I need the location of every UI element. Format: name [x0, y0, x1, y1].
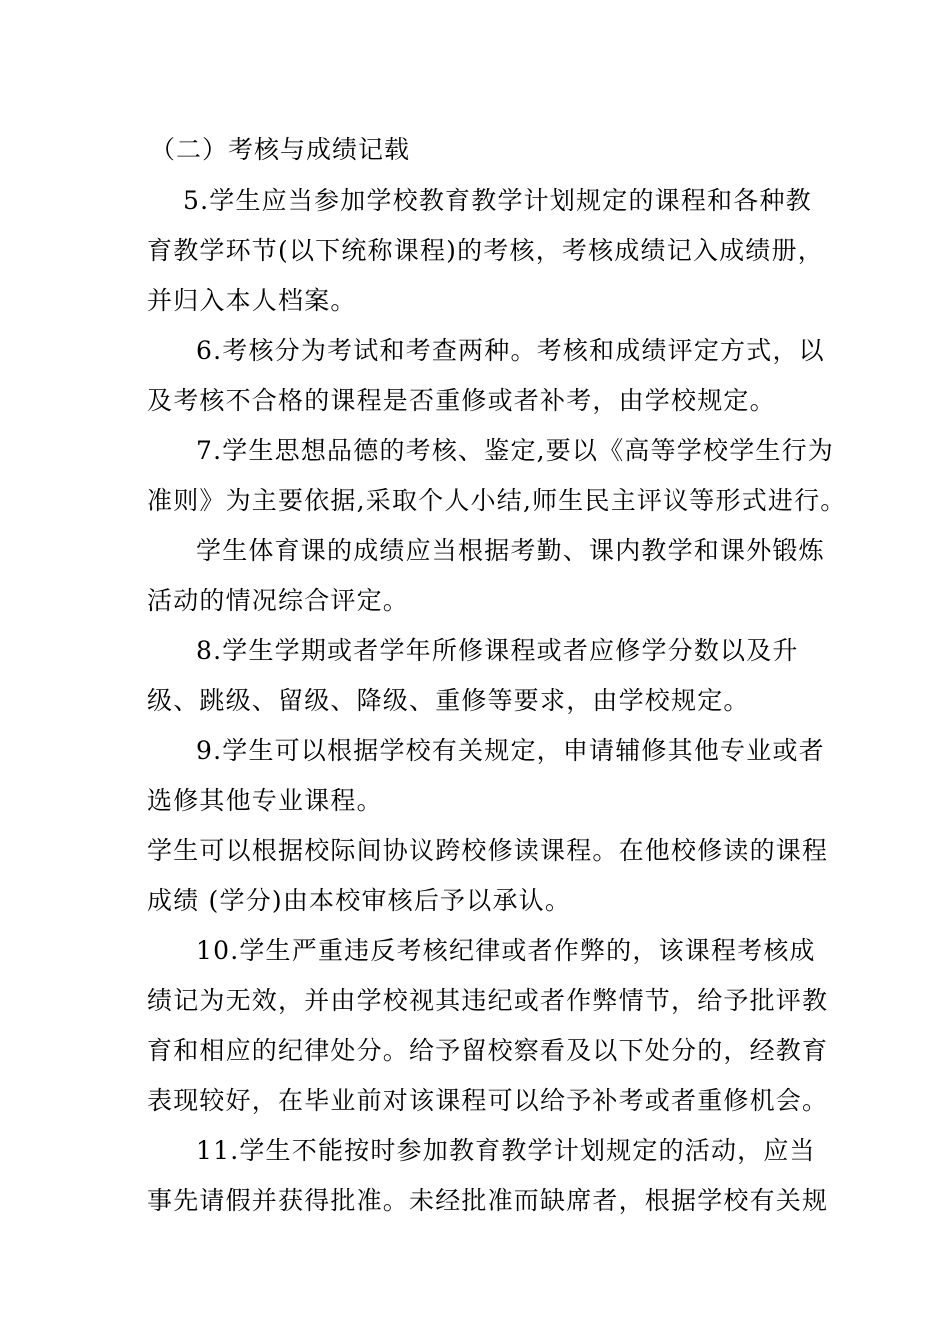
paragraph-6-line-2: 及考核不合格的课程是否重修或者补考，由学校规定。: [147, 386, 776, 415]
paragraph-8-line-2: 级、跳级、留级、降级、重修等要求，由学校规定。: [147, 686, 750, 715]
paragraph-cross-school-line-1: 学生可以根据校际间协议跨校修读课程。在他校修读的课程: [147, 836, 829, 865]
paragraph-5-line-3: 并归入本人档案。: [147, 286, 357, 315]
paragraph-5-line-2: 育教学环节(以下统称课程)的考核，考核成绩记入成绩册，: [147, 236, 824, 265]
paragraph-7-line-1: 7.学生思想品德的考核、鉴定,要以《高等学校学生行为: [196, 436, 835, 465]
paragraph-10-line-2: 绩记为无效，并由学校视其违纪或者作弊情节，给予批评教: [147, 986, 829, 1015]
paragraph-6-line-1: 6.考核分为考试和考查两种。考核和成绩评定方式，以: [196, 336, 825, 365]
paragraph-10-line-4: 表现较好，在毕业前对该课程可以给予补考或者重修机会。: [147, 1086, 829, 1115]
paragraph-9-line-1: 9.学生可以根据学校有关规定，申请辅修其他专业或者: [196, 736, 825, 765]
paragraph-8-line-1: 8.学生学期或者学年所修课程或者应修学分数以及升: [196, 636, 799, 665]
paragraph-pe-line-2: 活动的情况综合评定。: [147, 586, 410, 615]
paragraph-9-line-2: 选修其他专业课程。: [147, 786, 383, 815]
paragraph-7-line-2: 准则》为主要依据,采取个人小结,师生民主评议等形式进行。: [147, 486, 847, 515]
paragraph-cross-school-line-2: 成绩 (学分)由本校审核后予以承认。: [147, 886, 572, 915]
paragraph-10-line-3: 育和相应的纪律处分。给予留校察看及以下处分的，经教育: [147, 1036, 829, 1065]
paragraph-11-line-2: 事先请假并获得批准。未经批准而缺席者，根据学校有关规: [147, 1186, 829, 1215]
paragraph-pe-line-1: 学生体育课的成绩应当根据考勤、课内教学和课外锻炼: [196, 536, 825, 565]
section-heading: （二）考核与成绩记载: [150, 135, 411, 164]
paragraph-5-line-1: 5.学生应当参加学校教育教学计划规定的课程和各种教: [183, 186, 812, 215]
paragraph-11-line-1: 11.学生不能按时参加教育教学计划规定的活动，应当: [196, 1136, 816, 1165]
paragraph-10-line-1: 10.学生严重违反考核纪律或者作弊的，该课程考核成: [196, 936, 816, 965]
